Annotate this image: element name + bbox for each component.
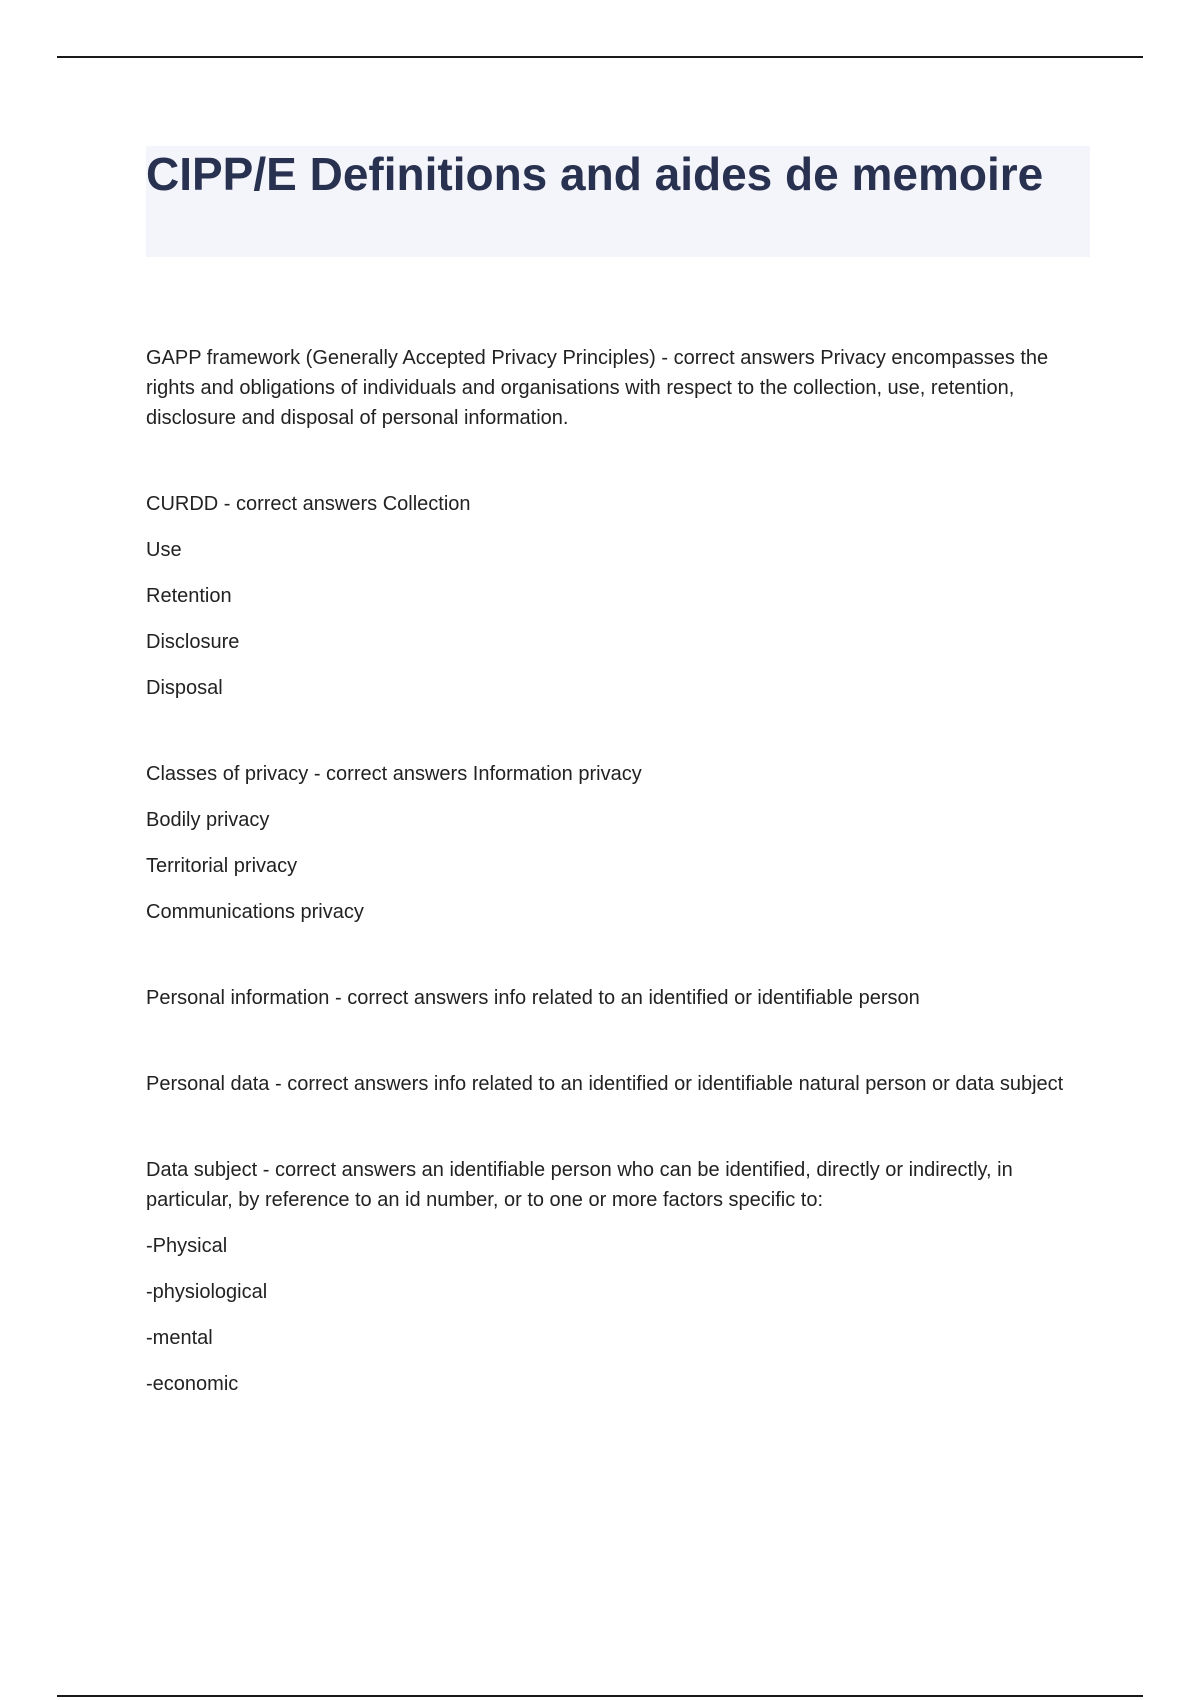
list-item: Disposal [146, 677, 223, 699]
list-item: -physiological [146, 1281, 268, 1303]
list-item: Disclosure [146, 631, 240, 653]
list-item: Territorial privacy [146, 855, 298, 877]
entry-text: Personal data - correct answers info related to an identified or identifiable natural person or data subject [146, 1073, 1064, 1095]
bottom-rule [57, 1695, 1143, 1697]
top-rule [57, 56, 1143, 58]
document-body [146, 343, 1066, 1455]
entry-personal-information [146, 983, 1066, 1013]
entry-gapp-framework [146, 343, 1066, 433]
list-item: -economic [146, 1373, 239, 1395]
entry-text: Data subject - correct answers an identifiable person who can be identified, directly or indirectly, in particular, by reference to an id number, or to one or more factors specific to: [146, 1159, 1013, 1211]
entry-text: Personal information - correct answers info related to an identified or identifiable person [146, 987, 920, 1009]
entry-text: GAPP framework (Generally Accepted Privacy Principles) - correct answers Privacy encompasses the rights and obligations of individuals and organisations with respect to the collection, use, retention, disclosure and disposal of personal information. [146, 347, 1049, 429]
entry-text: Classes of privacy - correct answers Information privacy [146, 763, 642, 785]
entry-curdd [146, 489, 1066, 703]
list-item: -mental [146, 1327, 213, 1349]
document-title: CIPP/E Definitions and aides de memoire [146, 148, 1044, 200]
entry-classes-of-privacy [146, 759, 1066, 927]
entry-data-subject [146, 1155, 1066, 1399]
list-item: Retention [146, 585, 232, 607]
list-item: -Physical [146, 1235, 228, 1257]
entry-text: CURDD - correct answers Collection [146, 493, 471, 515]
list-item: Communications privacy [146, 901, 364, 923]
list-item: Use [146, 539, 182, 561]
list-item: Bodily privacy [146, 809, 270, 831]
title-block [146, 146, 1090, 257]
entry-personal-data [146, 1069, 1066, 1099]
